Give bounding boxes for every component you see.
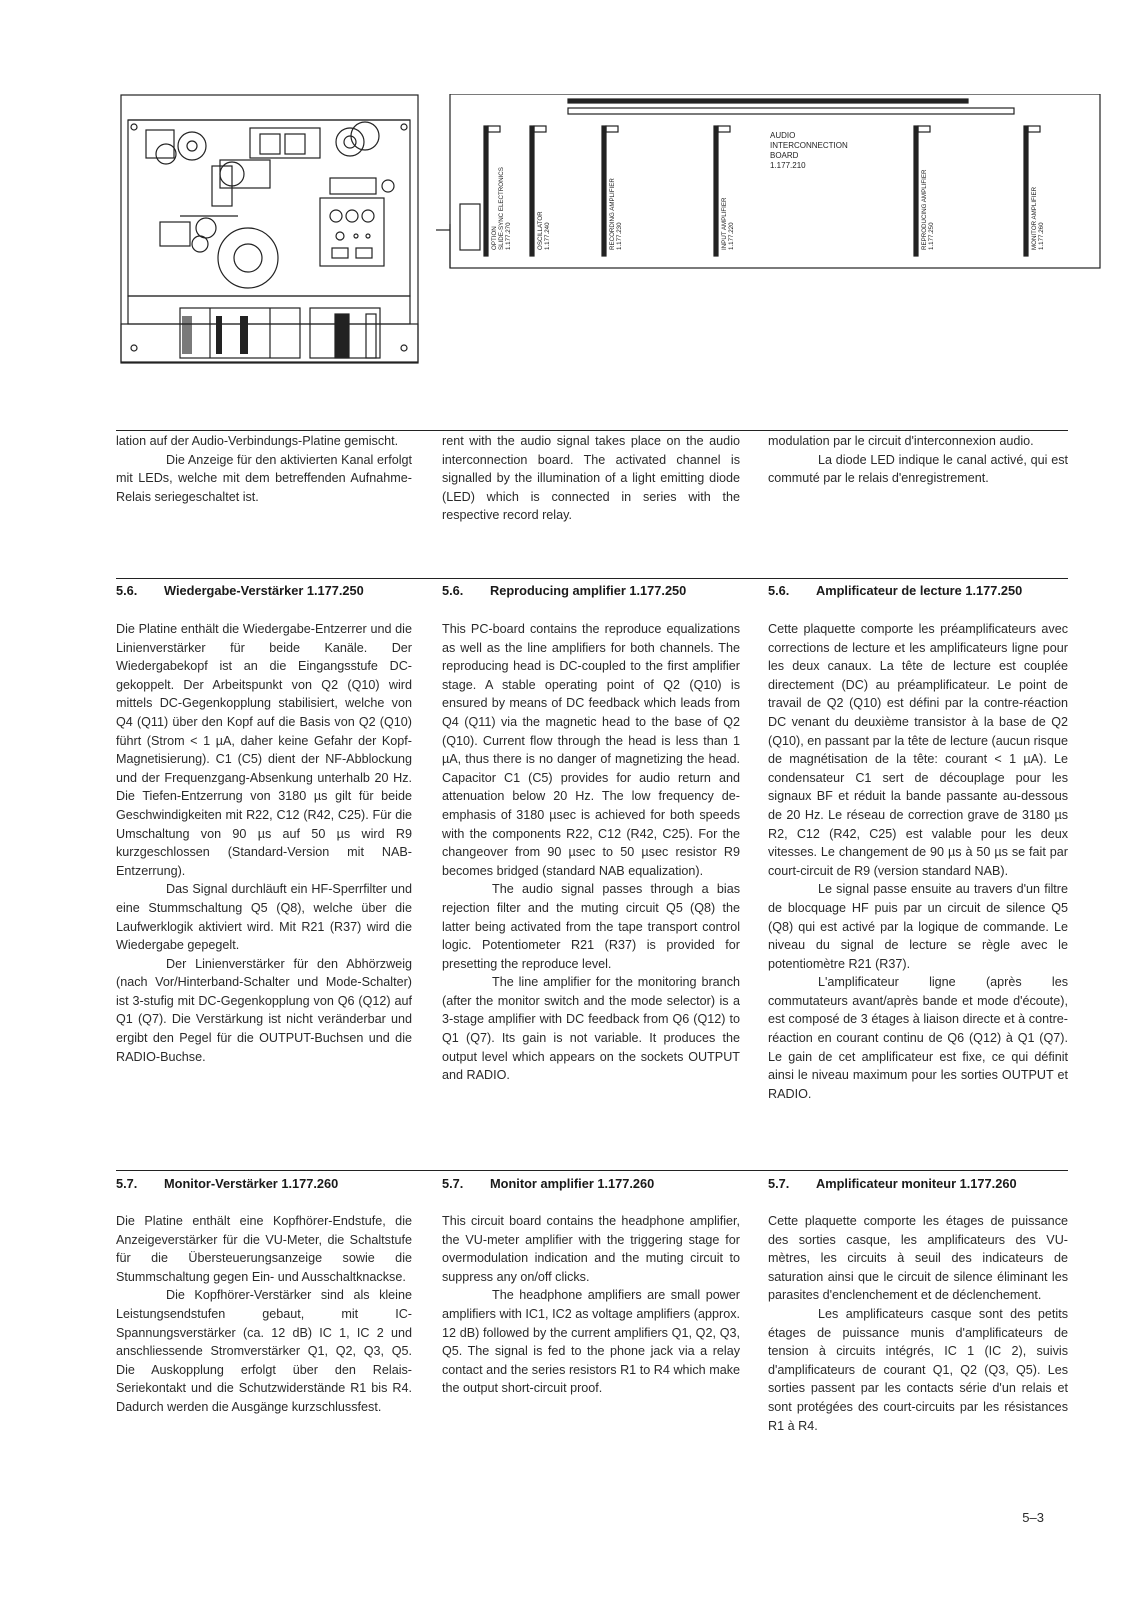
option-label-1: OPTION (491, 226, 498, 250)
top-fr-p1: modulation par le circuit d'interconnexion audio. (768, 434, 1034, 448)
heading-56-fr: 5.6. Amplificateur de lecture 1.177.250 (768, 583, 1023, 598)
recording-label-2: 1.177.230 (616, 222, 623, 250)
s56-fr-p3: L'amplificateur ligne (après les commutateurs avant/après bande et mode d'écoute), est composé de 3 étages à liaison directe et à contre-réaction en courant continu de Q6 (Q12) à Q1 (Q7). Le gain de cet amplificateur est fixe, ce qui définit ainsi le niveau maximum pour les sorties OUTPUT et RADIO. (768, 975, 1068, 1101)
s56-fr-p2: Le signal passe ensuite au travers d'un filtre de blocquage HF puis par un circuit de silence Q5 (Q8) qui est activé par la logique de commande. Le niveau du signal de lecture se règle avec le potentiomètre R21 (R37). (768, 882, 1068, 971)
svg-text:1.177.210 (770, 161, 806, 170)
recording-label-1: RECORDING AMPLIFIER (609, 178, 616, 250)
input-label-1: INPUT AMPLIFIER (721, 197, 728, 250)
page-number: 5–3 (1022, 1510, 1044, 1525)
svg-text:AUDIO (770, 131, 795, 140)
aib-line1: AUDIO (770, 131, 796, 140)
top-de-p2: Die Anzeige für den aktivierten Kanal erfolgt mit LEDs, welche mit dem betreffenden Aufnahme-Relais seriegeschaltet ist. (116, 452, 412, 504)
s57-fr (768, 1212, 1068, 1435)
aib-line2: INTERCONNECTION (770, 141, 848, 150)
s57-de-p1: Die Platine enthält eine Kopfhörer-Endstufe, die Anzeigeverstärker für die VU-Meter, die Schaltstufe für die Übersteuerungsanzeige sowie die Stummschaltung gegen Ein- und Ausschaltknackse. (116, 1214, 412, 1284)
monitor-label-1: MONITOR AMPLIFIER (1031, 186, 1038, 250)
s56-fr (768, 620, 1068, 1103)
heading-56-en: 5.6. Reproducing amplifier 1.177.250 (442, 583, 687, 598)
reproducing-label-2: 1.177.250 (928, 222, 935, 250)
s56-de-p1: Die Platine enthält die Wiedergabe-Entzerrer und die Linienverstärker für beide Kanäle. Der Wiedergabekopf ist an die Eingangsstufe DC-gekoppelt. Der Arbeitspunkt von Q2 (Q10) wird mittels DC-Gegenkopplung stabilisiert, welche von Q4 (Q11) über den Kopf auf die Basis von Q2 (Q10) führt (Strom < 1 µA, daher keine Gefahr der Kopf-Magnetisierung). C1 (C5) dient der NF-Abblockung und der Frequenzgang-Absenkung unterhalb 20 Hz. Die Tiefen-Entzerrung von 3180 µs gilt für beide Geschwindigkeiten mit R22, C12 (R42, C25). Für die Umschaltung von 90 µs auf 50 µs wird R9 kurzgeschlossen (Standard-Version mit NAB-Entzerrung). (116, 622, 412, 878)
svg-text:INTERCONNECTION (770, 141, 848, 150)
s57-de (116, 1212, 412, 1417)
s56-en (442, 620, 740, 1085)
top-fr-p2: La diode LED indique le canal activé, qui est commuté par le relais d'enregistrement. (768, 452, 1068, 486)
s57-en-p2: The headphone amplifiers are small power amplifiers with IC1, IC2 as voltage amplifiers (approx. 12 dB) followed by the current amplifiers Q1, Q2, Q3, Q5. The signal is fed to the phone jack via a relay contact and the series resistors R1 to R4 which make the output short-circuit proof. (442, 1288, 740, 1396)
oscillator-label-2: 1.177.240 (544, 222, 551, 250)
aib-line4: 1.177.210 (770, 161, 806, 170)
svg-text:BOARD (770, 151, 799, 160)
board-layout-diagram (436, 94, 1116, 274)
s56-en-p1: This PC-board contains the reproduce equalizations as well as the line amplifiers for both channels. The reproducing head is DC-coupled to the first amplifier stage. A stable operating point of Q2 (Q10) is ensured by means of DC feedback which leads from Q4 (Q11) via the magnetic head to the base of Q2 (Q10). Current flow through the head is less than 1 µA, thus there is no danger of magnetizing the head. Capacitor C1 (C5) provides for audio return and attenuation below 20 Hz. The low frequency de-emphasis of 3180 µsec is achieved for both speeds with the components R22, C12 (R42, C25). For the changeover from 90 µsec to 50 µsec resistor R9 becomes bridged (standard NAB equalization). (442, 622, 740, 878)
s57-en-p1: This circuit board contains the headphone amplifier, the VU-meter amplifier with the triggering stage for overmodulation indication and the muting circuit to suppress any on/off clicks. (442, 1214, 740, 1284)
s56-en-p2: The audio signal passes through a bias rejection filter and the muting circuit Q5 (Q8) the latter being activated from the tape transport control logic. Potentiometer R21 (R37) is provided for presetting the reproduce level. (442, 882, 740, 971)
s57-fr-p1: Cette plaquette comporte les étages de puissance des sorties casque, les amplificateurs des VU-mètres, les circuits à seuil des indicateurs de saturation ainsi que le circuit de silence éliminant les parasites d'enclenchement et de déclenchement. (768, 1214, 1068, 1303)
s57-fr-p2: Les amplificateurs casque sont des petits étages de puissance munis d'amplificateurs de tension à circuits intégrés, IC 1 (IC 2), suivis d'amplificateurs de courant Q1, Q2 (Q3, Q5). Les sorties passent par les contacts série d'un relais et sont protégées des court-circuits par les résistances R1 à R4. (768, 1306, 1068, 1433)
input-label-2: 1.177.220 (728, 222, 735, 250)
top-en (442, 432, 740, 525)
chassis-diagram (120, 94, 420, 366)
top-fr (768, 432, 1068, 488)
s57-de-p2: Die Kopfhörer-Verstärker sind als kleine Leistungsendstufen gebaut, mit IC-Spannungsverstärker (ca. 12 dB) IC 1, IC 2 und anschliessende Stromverstärker Q1, Q2, Q3, Q5. Die Auskopplung erfolgt über den Relais-Seriekontakt und die Schutzwiderstände R1 bis R4. Dadurch werden die Ausgänge kurzschlussfest. (116, 1288, 412, 1414)
reproducing-label-1: REPRODUCING AMPLIFIER (921, 169, 928, 250)
aib-line3: BOARD (770, 151, 799, 160)
heading-57-fr: 5.7. Amplificateur moniteur 1.177.260 (768, 1176, 1017, 1191)
heading-56-de: 5.6. Wiedergabe-Verstärker 1.177.250 (116, 583, 364, 598)
option-label-3: 1.177.270 (505, 222, 512, 250)
oscillator-label-1: OSCILLATOR (537, 211, 544, 250)
rule-top (116, 430, 1068, 431)
rule-57 (116, 1170, 1068, 1171)
heading-57-en: 5.7. Monitor amplifier 1.177.260 (442, 1176, 655, 1191)
s56-de-p2: Das Signal durchläuft ein HF-Sperrfilter und eine Stummschaltung Q5 (Q8), welche über die Laufwerklogik aktiviert wird. Mit R21 (R37) wird die Wiedergabe gepegelt. (116, 882, 412, 953)
top-de (116, 432, 412, 506)
s56-fr-p1: Cette plaquette comporte les préamplificateurs avec corrections de lecture et les amplificateurs ligne pour les deux canaux. La tête de lecture est couplée directement (DC) au préamplificateur. Le point de travail de Q2 (Q10) est défini par la contre-réaction DC venant du deuxième transistor à la base de Q2 (Q10), en passant par la tête de lecture (aucun risque de magnétisation de la tête: courant < 1 µA). Le condensateur C1 sert de découplage pour les signaux BF et réduit la bande passante au-dessous de 20 Hz. Le réseau de correction grave de 3180 µs R2, C12 (R42, C25) est valable pour les deux vitesses. Le changement de 90 µs à 50 µs se fait par court-circuit de R9 (version standard NAB). (768, 622, 1068, 878)
monitor-label-2: 1.177.260 (1038, 222, 1045, 250)
top-de-p1: lation auf der Audio-Verbindungs-Platine gemischt. (116, 434, 399, 448)
heading-57-de: 5.7. Monitor-Verstärker 1.177.260 (116, 1176, 339, 1191)
s56-en-p3: The line amplifier for the monitoring branch (after the monitor switch and the mode selector) is a 3-stage amplifier with DC feedback from Q6 (Q12) to Q1 (Q7). Its gain is not variable. It produces the output level which appears on the sockets OUTPUT and RADIO. (442, 975, 740, 1083)
top-en-p1: rent with the audio signal takes place on the audio interconnection board. The activated channel is signalled by the illumination of a light emitting diode (LED) which is connected in series with the respective record relay. (442, 434, 740, 523)
option-label-2: SLIDE-SYNC ELECTRONICS (498, 167, 505, 250)
s57-en (442, 1212, 740, 1398)
s56-de (116, 620, 412, 1066)
rule-56 (116, 578, 1068, 579)
s56-de-p3: Der Linienverstärker für den Abhörzweig (nach Vor/Hinterband-Schalter und Mode-Schalter) ist 3-stufig mit DC-Gegenkopplung von Q6 (Q12) auf Q1 (Q7). Die Verstärkung ist nicht veränderbar und ergibt den Pegel für die OUTPUT-Buchsen und die RADIO-Buchse. (116, 956, 412, 1064)
